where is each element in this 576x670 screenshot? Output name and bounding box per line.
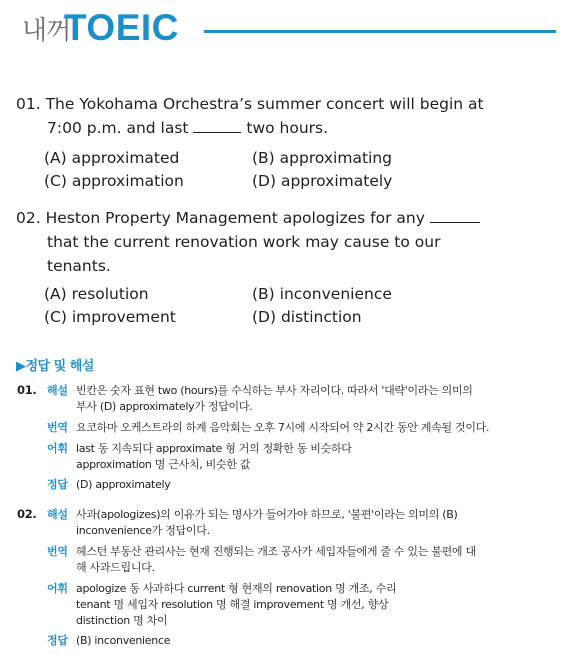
correct-answer: (B) inconvenience [76,634,171,647]
question-2 [16,206,536,278]
translation-line-1: 헤스턴 부동산 관리사는 현재 진행되는 개조 공사가 세입자들에게 줄 수 있는 불편에 대 [76,545,476,558]
explanation-label: 해설 [47,508,68,521]
explanation-line-2: 부사 (D) approximately가 정답이다. [76,400,253,413]
answer-blank [193,119,241,133]
correct-answer: (D) approximately [76,478,171,491]
option-a: (A) resolution [44,285,149,303]
answers-heading: ▶정답 및 해설 [16,359,94,374]
vocabulary-line-2: tenant 명 세입자 resolution 명 해결 improvement 명 개선, 향상 [76,598,389,611]
question-1-line-2 [16,116,536,140]
option-a: (A) approximated [44,149,180,167]
header-prefix: 내꺼 [22,16,71,46]
answer-number: 01. [17,383,37,397]
vocabulary-label: 어휘 [47,442,68,455]
answer-block-1 [17,381,557,501]
header-rule [204,30,556,33]
option-d: (D) approximately [252,172,393,190]
option-b: (B) approximating [252,149,392,167]
option-c: (C) approximation [44,172,184,190]
translation-line-2: 해 사과드립니다. [76,561,155,574]
answer-label: 정답 [47,478,68,491]
answer-blank [430,209,480,223]
explanation-line-1: 사과(apologizes)의 이유가 되는 명사가 들어가야 하므로, '불편'이라는 의미의 (B) [76,508,458,521]
explanation-label: 해설 [47,384,68,397]
vocabulary-line-2: approximation 명 근사치, 비슷한 값 [76,458,251,471]
question-2-line-1 [16,206,536,230]
vocabulary-line-1: apologize 동 사과하다 current 형 현재의 renovation 명 개조, 수리 [76,582,397,595]
vocabulary-line-1: last 동 지속되다 approximate 형 거의 정확한 동 비슷하다 [76,442,352,455]
question-1-line-2-post: two hours. [241,119,329,137]
question-2-line-1-pre: 02. Heston Property Management apologizes for any [16,209,430,227]
explanation-line-2: inconvenience가 정답이다. [76,524,210,537]
explanation-line-1: 빈칸은 숫자 표현 two (hours)를 수식하는 부사 자리이다. 따라서 '대략'이라는 의미의 [76,384,473,397]
page-header [22,8,562,52]
answer-number: 02. [17,507,37,521]
option-d: (D) distinction [252,308,362,326]
vocabulary-label: 어휘 [47,582,68,595]
translation-label: 번역 [47,421,68,434]
question-1 [16,92,536,140]
page-title: TOEIC [64,7,179,48]
translation-label: 번역 [47,545,68,558]
answer-label: 정답 [47,634,68,647]
question-2-line-2: that the current renovation work may cause to our [47,233,441,251]
option-c: (C) improvement [44,308,176,326]
translation-line-1: 요코하마 오케스트라의 하계 음악회는 오후 7시에 시작되어 약 2시간 동안 계속될 것이다. [76,421,490,434]
question-1-line-1: 01. The Yokohama Orchestra’s summer concert will begin at [16,95,484,113]
vocabulary-line-3: distinction 명 차이 [76,614,168,627]
option-b: (B) inconvenience [252,285,392,303]
question-2-line-3: tenants. [47,257,111,275]
answer-block-2 [17,505,557,655]
question-1-line-2-pre: 7:00 p.m. and last [47,119,194,137]
